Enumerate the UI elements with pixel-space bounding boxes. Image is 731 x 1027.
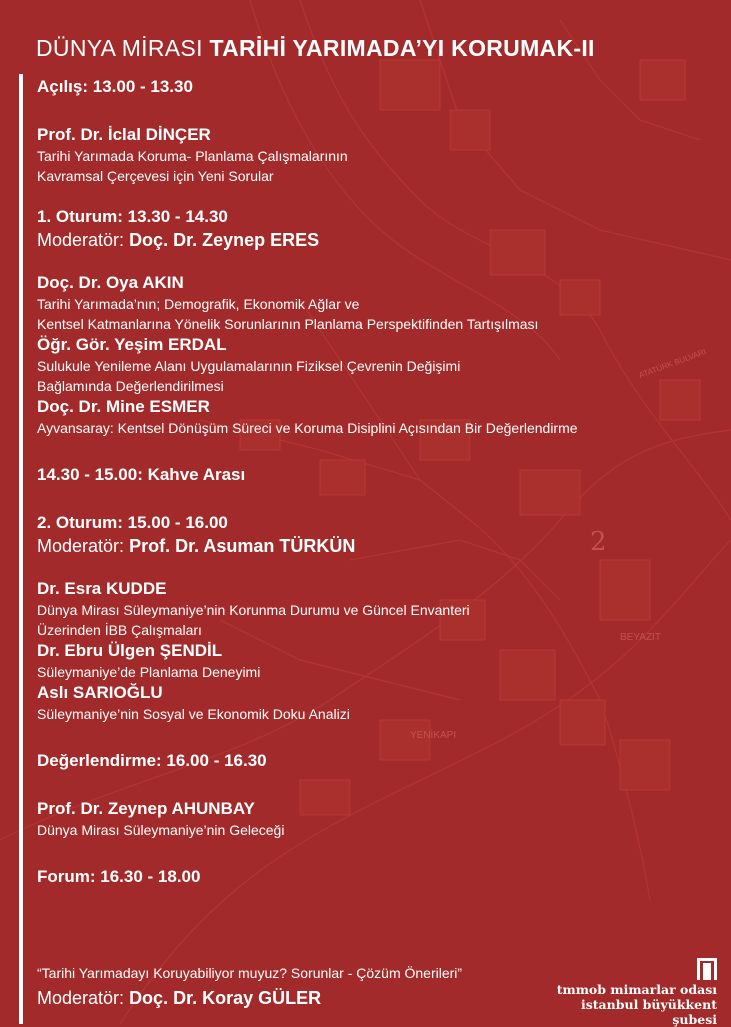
talk-title-line: Üzerinden İBB Çalışmaları (37, 622, 202, 638)
map-zone-number: 2 (590, 527, 607, 557)
vertical-divider (19, 74, 23, 1024)
session1-moderator (37, 228, 717, 252)
logo-line-2: istanbul büyükkent şubesi (581, 997, 717, 1027)
coffee-break: 14.30 - 15.00: Kahve Arası (37, 465, 246, 484)
talk-title-line: Sulukule Yenileme Alanı Uygulamalarının Fiziksel Çevrenin Değişimi (37, 358, 461, 374)
speaker-name: Dr. Ebru Ülgen ŞENDİL (37, 641, 223, 660)
map-label-yenikapi: YENİKAPI (410, 730, 457, 741)
speaker-name: Öğr. Gör. Yeşim ERDAL (37, 335, 227, 354)
keynote-speaker: Prof. Dr. İclal DİNÇER (37, 125, 211, 144)
talk-title-line: Süleymaniye’nin Sosyal ve Ekonomik Doku Analizi (37, 706, 350, 722)
forum-time: Forum: 16.30 - 18.00 (37, 867, 201, 886)
map-label-beyazit: BEYAZIT (620, 632, 661, 643)
opening-time: Açılış: 13.00 - 13.30 (37, 77, 193, 96)
forum-moderator (37, 988, 321, 1009)
logo-mark-icon (697, 958, 717, 980)
organization-logo (547, 958, 717, 1027)
title-main: TARİHİ YARIMADA’YI KORUMAK-II (209, 35, 595, 61)
moderator-name: Prof. Dr. Asuman TÜRKÜN (129, 536, 356, 556)
title-prefix: DÜNYA MİRASI (36, 35, 203, 61)
forum-quote: “Tarihi Yarımadayı Koruyabiliyor muyuz? Sorunlar - Çözüm Önerileri” (37, 965, 463, 981)
session2-moderator (37, 534, 717, 558)
speaker-name: Prof. Dr. Zeynep AHUNBAY (37, 799, 255, 818)
talk-title-line: Süleymaniye’de Planlama Deneyimi (37, 664, 261, 680)
moderator-name: Doç. Dr. Koray GÜLER (129, 988, 322, 1008)
talk-title-line: Dünya Mirası Süleymaniye’nin Geleceği (37, 822, 285, 838)
page-title (36, 35, 595, 62)
speaker-name: Dr. Esra KUDDE (37, 579, 167, 598)
session1-time: 1. Oturum: 13.30 - 14.30 (37, 207, 228, 226)
talk-title-line: Bağlamında Değerlendirilmesi (37, 378, 224, 394)
keynote-talk-line: Kavramsal Çerçevesi için Yeni Sorular (37, 168, 274, 184)
speaker-name: Doç. Dr. Oya AKIN (37, 273, 184, 292)
keynote-talk-line: Tarihi Yarımada Koruma- Planlama Çalışmalarının (37, 148, 348, 164)
moderator-name: Doç. Dr. Zeynep ERES (129, 230, 320, 250)
moderator-prefix: Moderatör: (37, 988, 125, 1008)
evaluation-time: Değerlendirme: 16.00 - 16.30 (37, 751, 267, 770)
program-schedule (37, 76, 717, 888)
speaker-name: Doç. Dr. Mine ESMER (37, 397, 210, 416)
speaker-name: Aslı SARIOĞLU (37, 683, 163, 702)
logo-line-1: tmmob mimarlar odası (556, 982, 717, 997)
talk-title-line: Kentsel Katmanlarına Yönelik Sorunlarının Planlama Perspektifinden Tartışılması (37, 316, 539, 332)
map-label-road: ATATÜRK BULVARI (637, 347, 708, 380)
talk-title-line: Ayvansaray: Kentsel Dönüşüm Süreci ve Koruma Disiplini Açısından Bir Değerlendirme (37, 420, 578, 436)
session2-time: 2. Oturum: 15.00 - 16.00 (37, 513, 228, 532)
talk-title-line: Tarihi Yarımada’nın; Demografik, Ekonomik Ağlar ve (37, 296, 360, 312)
moderator-prefix: Moderatör: (37, 230, 125, 250)
talk-title-line: Dünya Mirası Süleymaniye’nin Korunma Durumu ve Güncel Envanteri (37, 602, 470, 618)
moderator-prefix: Moderatör: (37, 536, 125, 556)
